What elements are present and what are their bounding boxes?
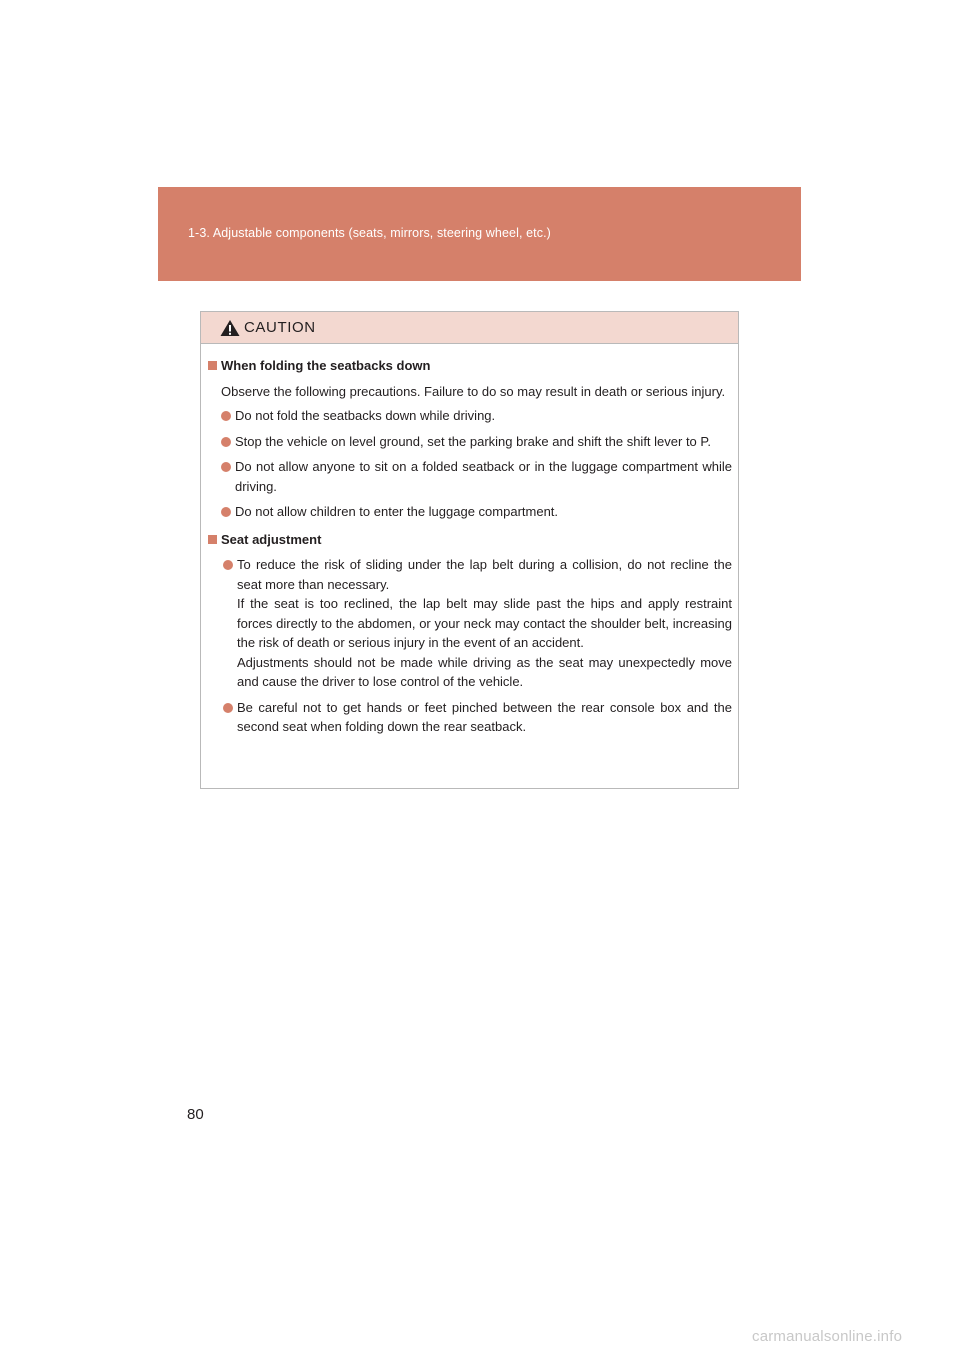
section-heading-text: When folding the seatbacks down — [221, 358, 431, 373]
circle-bullet-icon — [221, 462, 231, 472]
chapter-title: 1-3. Adjustable components (seats, mirrors, steering wheel, etc.) — [188, 226, 551, 240]
chapter-header-band — [158, 187, 801, 281]
circle-bullet-icon — [221, 437, 231, 447]
list-item — [221, 457, 732, 496]
page-number: 80 — [187, 1106, 204, 1123]
circle-bullet-icon — [221, 507, 231, 517]
list-item — [223, 698, 732, 737]
watermark: carmanualsonline.info — [752, 1328, 903, 1345]
list-item — [221, 502, 732, 522]
warning-triangle-icon — [220, 319, 240, 337]
circle-bullet-icon — [221, 411, 231, 421]
section-heading-text: Seat adjustment — [221, 531, 322, 547]
square-bullet-icon — [208, 361, 217, 370]
list-item-text: Adjustments should not be made while driving as the seat may unexpectedly move and cause the driver to lose control of the vehicle. — [237, 654, 732, 689]
list-item — [223, 555, 732, 692]
list-item-text: Do not fold the seatbacks down while driving. — [235, 408, 496, 423]
list-item-text: Stop the vehicle on level ground, set the parking brake and shift the shift lever to P. — [235, 433, 711, 449]
caution-header — [201, 312, 738, 344]
list-item-text: Be careful not to get hands or feet pinched between the rear console box and the second seat when folding down the rear seatback. — [237, 699, 732, 734]
caution-box — [200, 311, 739, 789]
caution-label: CAUTION — [244, 319, 316, 336]
circle-bullet-icon — [223, 703, 233, 713]
circle-bullet-icon — [223, 560, 233, 570]
caution-body — [201, 344, 738, 737]
list-item — [221, 432, 732, 452]
section-heading-seat-adjustment — [208, 530, 732, 550]
list-item-text: If the seat is too reclined, the lap belt may slide past the hips and apply restraint forces directly to the abdomen, or your neck may contact the shoulder belt, increasing the risk of death or serious injury in the event of an accident. — [237, 596, 732, 650]
list-item-text: To reduce the risk of sliding under the lap belt during a collision, do not recline the seat more than necessary. — [237, 557, 732, 592]
list-item-text: Do not allow anyone to sit on a folded seatback or in the luggage compartment while driving. — [235, 459, 732, 494]
square-bullet-icon — [208, 535, 217, 544]
list-item-text: Do not allow children to enter the luggage compartment. — [235, 504, 559, 519]
list-item — [221, 406, 732, 426]
section-heading-folding — [208, 356, 732, 376]
section-intro: Observe the following precautions. Failure to do so may result in death or serious injury. — [221, 383, 726, 399]
